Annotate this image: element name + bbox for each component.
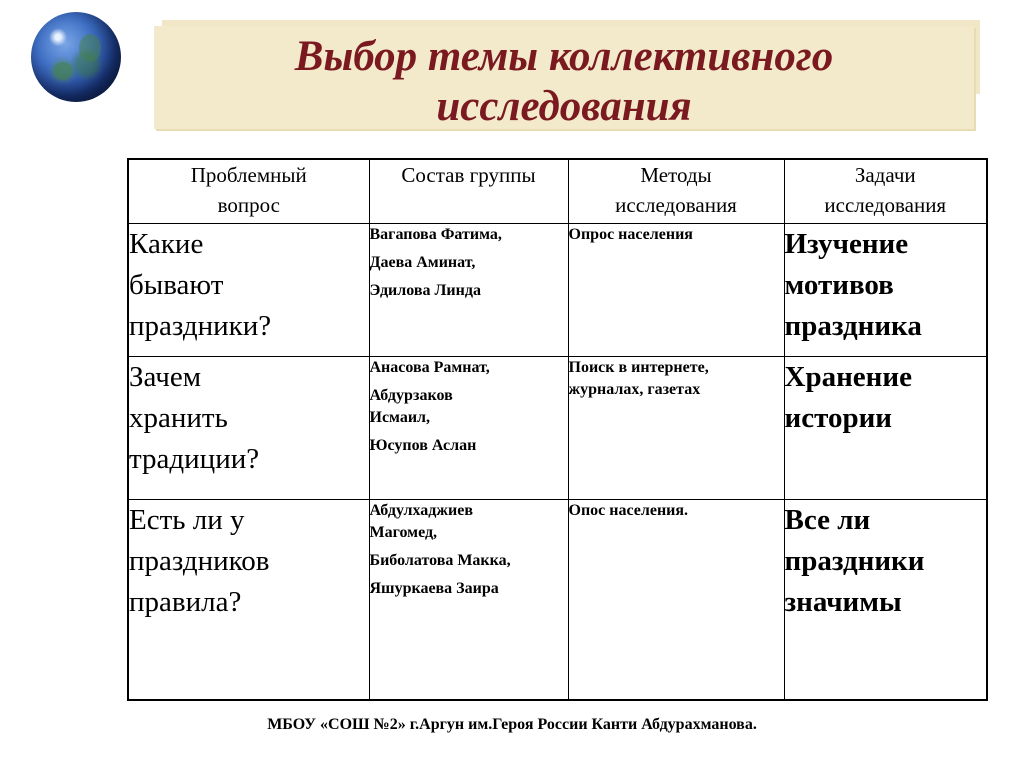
members-cell: Вагапова Фатима, Даева Аминат, Эдилова Линда	[369, 224, 568, 357]
table-row	[128, 224, 987, 357]
title-band	[154, 26, 974, 129]
research-table	[127, 158, 988, 701]
table-row	[128, 357, 987, 500]
task-cell: Хранение истории	[784, 357, 987, 500]
slide-title	[154, 32, 974, 132]
header-group-members: Состав группы	[369, 159, 568, 224]
header-problem-question: Проблемный вопрос	[128, 159, 369, 224]
question-cell: Какие бывают праздники?	[128, 224, 369, 357]
task-cell: Все ли праздники значимы	[784, 500, 987, 701]
globe-icon	[31, 12, 121, 102]
slide-title-line-1: Выбор темы коллективного	[294, 33, 834, 80]
method-cell: Опос населения.	[568, 500, 784, 701]
question-cell: Есть ли у праздников правила?	[128, 500, 369, 701]
method-cell: Опрос населения	[568, 224, 784, 357]
question-cell: Зачем хранить традиции?	[128, 357, 369, 500]
header-research-tasks: Задачи исследования	[784, 159, 987, 224]
method-cell: Поиск в интернете, журналах, газетах	[568, 357, 784, 500]
members-cell: Абдулхаджиев Магомед, Биболатова Макка, Яшуркаева Заира	[369, 500, 568, 701]
task-cell: Изучение мотивов праздника	[784, 224, 987, 357]
slide-title-line-2: исследования	[436, 83, 692, 130]
header-research-methods: Методы исследования	[568, 159, 784, 224]
table-row	[128, 500, 987, 701]
members-cell: Анасова Рамнат, Абдурзаков Исмаил, Юсупов Аслан	[369, 357, 568, 500]
footer-school-name: МБОУ «СОШ №2» г.Аргун им.Героя России Канти Абдурахманова.	[267, 716, 757, 733]
table-header-row	[128, 159, 987, 224]
